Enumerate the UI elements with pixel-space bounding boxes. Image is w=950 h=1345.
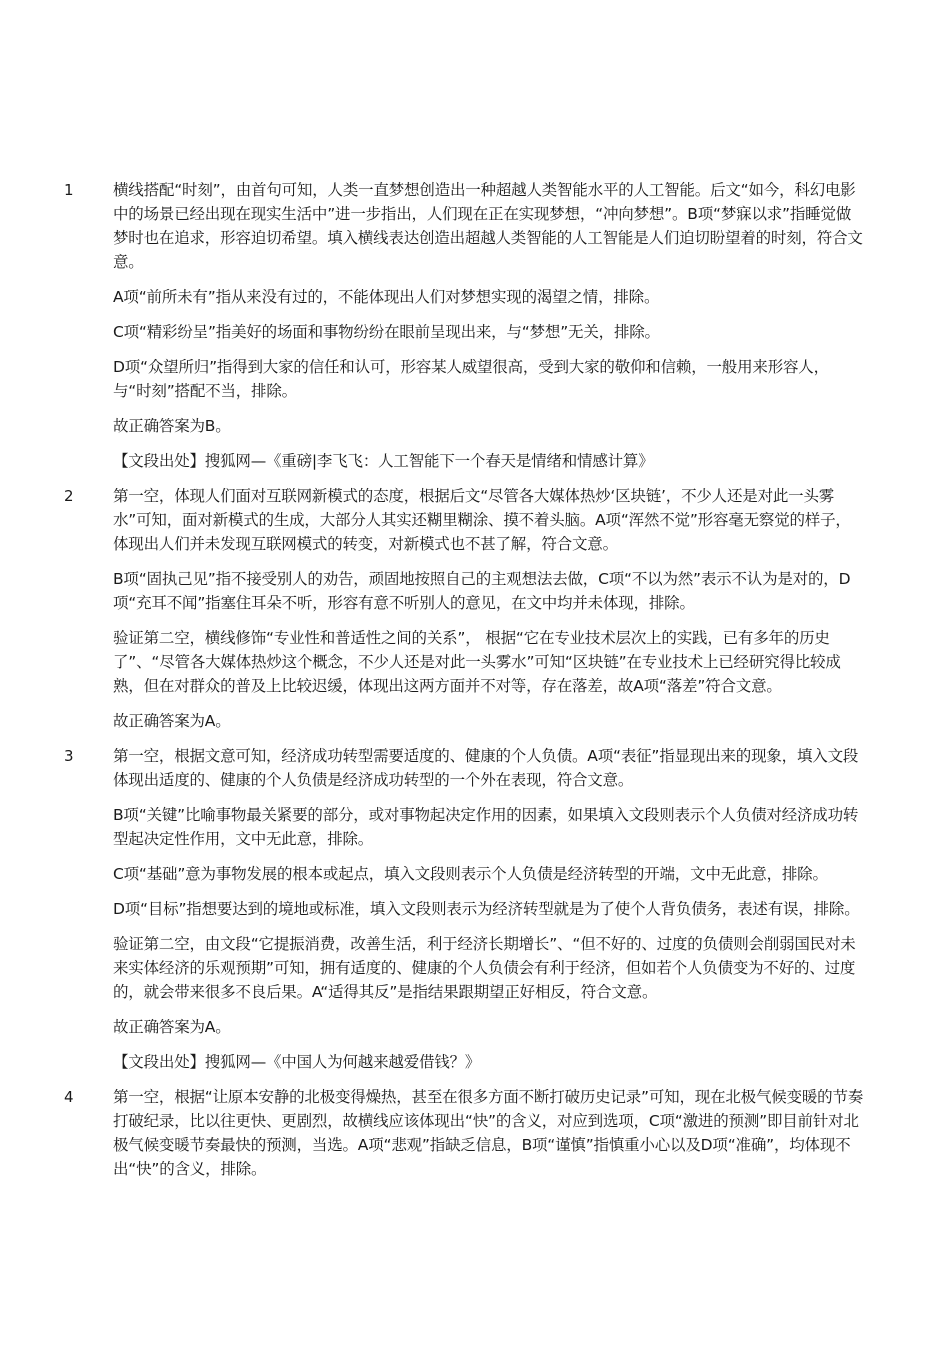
question-number: 3 <box>64 747 74 765</box>
question-number: 1 <box>64 181 74 199</box>
question-item-1 <box>0 178 950 473</box>
second-blank-analysis: 验证第二空，由文段“它提振消费，改善生活，利于经济长期增长”、“但不好的、过度的负债则会削弱国民对未来实体经济的乐观预期”可知，拥有适度的、健康的个人负债会有利于经济，但如若个人负债变为不好的、过度的，就会带来很多不良后果。A“适得其反”是指结果跟期望正好相反，符合文意。 <box>113 935 856 1001</box>
correct-answer: 故正确答案为A。 <box>113 1018 231 1036</box>
options-analysis: B项“固执己见”指不接受别人的劝告，顽固地按照自己的主观想法去做，C项“不以为然”表示不认为是对的，D项“充耳不闻”指塞住耳朵不听，形容有意不听别人的意见，在文中均并未体现，排除。 <box>113 570 851 612</box>
question-number: 2 <box>64 487 74 505</box>
source-citation: 【文段出处】搜狐网—《重磅|李飞飞：人工智能下一个春天是情绪和情感计算》 <box>113 452 654 470</box>
option-d-analysis: D项“目标”指想要达到的境地或标准，填入文段则表示为经济转型就是为了使个人背负债务，表述有误，排除。 <box>113 900 860 918</box>
explanation-paragraph: 横线搭配“时刻”，由首句可知，人类一直梦想创造出一种超越人类智能水平的人工智能。后文“如今，科幻电影中的场景已经出现在现实生活中”进一步指出，人们现在正在实现梦想，“冲向梦想”。B项“梦寐以求”指睡觉做梦时也在追求，形容迫切希望。填入横线表达创造出超越人类智能的人工智能是人们迫切盼望着的时刻，符合文意。 <box>113 181 863 271</box>
question-number: 4 <box>64 1088 74 1106</box>
second-blank-analysis: 验证第二空，横线修饰“专业性和普适性之间的关系”， 根据“它在专业技术层次上的实践，已有多年的历史了”、“尽管各大媒体热炒这个概念，不少人还是对此一头雾水”可知“区块链”在专业技术上已经研究得比较成熟，但在对群众的普及上比较迟缓，体现出这两方面并不对等，存在落差，故A项“落差”符合文意。 <box>113 629 841 695</box>
explanation-paragraph: 第一空，根据文意可知，经济成功转型需要适度的、健康的个人负债。A项“表征”指显现出来的现象，填入文段体现出适度的、健康的个人负债是经济成功转型的一个外在表现，符合文意。 <box>113 747 859 789</box>
correct-answer: 故正确答案为B。 <box>113 417 231 435</box>
explanation-paragraph: 第一空，根据“让原本安静的北极变得燥热，甚至在很多方面不断打破历史记录”可知，现在北极气候变暖的节奏打破纪录，比以往更快、更剧烈，故横线应该体现出“快”的含义，对应到选项，C项“激进的预测”即目前针对北极气候变暖节奏最快的预测，当选。A项“悲观”指缺乏信息，B项“谨慎”指慎重小心以及D项“准确”，均体现不出“快”的含义，排除。 <box>113 1088 864 1178</box>
correct-answer: 故正确答案为A。 <box>113 712 231 730</box>
source-citation: 【文段出处】搜狐网—《中国人为何越来越爱借钱？》 <box>113 1053 481 1071</box>
question-item-4 <box>0 1085 950 1181</box>
answer-explanations <box>0 178 950 1192</box>
option-a-analysis: A项“前所未有”指从来没有过的，不能体现出人们对梦想实现的渴望之情，排除。 <box>113 288 660 306</box>
option-c-analysis: C项“基础”意为事物发展的根本或起点，填入文段则表示个人负债是经济转型的开端，文中无此意，排除。 <box>113 865 828 883</box>
option-d-analysis: D项“众望所归”指得到大家的信任和认可，形容某人威望很高，受到大家的敬仰和信赖，一般用来形容人，与“时刻”搭配不当，排除。 <box>113 358 829 400</box>
option-c-analysis: C项“精彩纷呈”指美好的场面和事物纷纷在眼前呈现出来，与“梦想”无关，排除。 <box>113 323 660 341</box>
option-b-analysis: B项“关键”比喻事物最关紧要的部分，或对事物起决定作用的因素，如果填入文段则表示个人负债对经济成功转型起决定性作用，文中无此意，排除。 <box>113 806 859 848</box>
question-item-2 <box>0 484 950 733</box>
question-item-3 <box>0 744 950 1074</box>
explanation-paragraph: 第一空，体现人们面对互联网新模式的态度，根据后文“尽管各大媒体热炒‘区块链’，不少人还是对此一头雾水”可知，面对新模式的生成，大部分人其实还糊里糊涂、摸不着头脑。A项“浑然不觉”形容毫无察觉的样子，体现出人们并未发现互联网模式的转变，对新模式也不甚了解，符合文意。 <box>113 487 851 553</box>
